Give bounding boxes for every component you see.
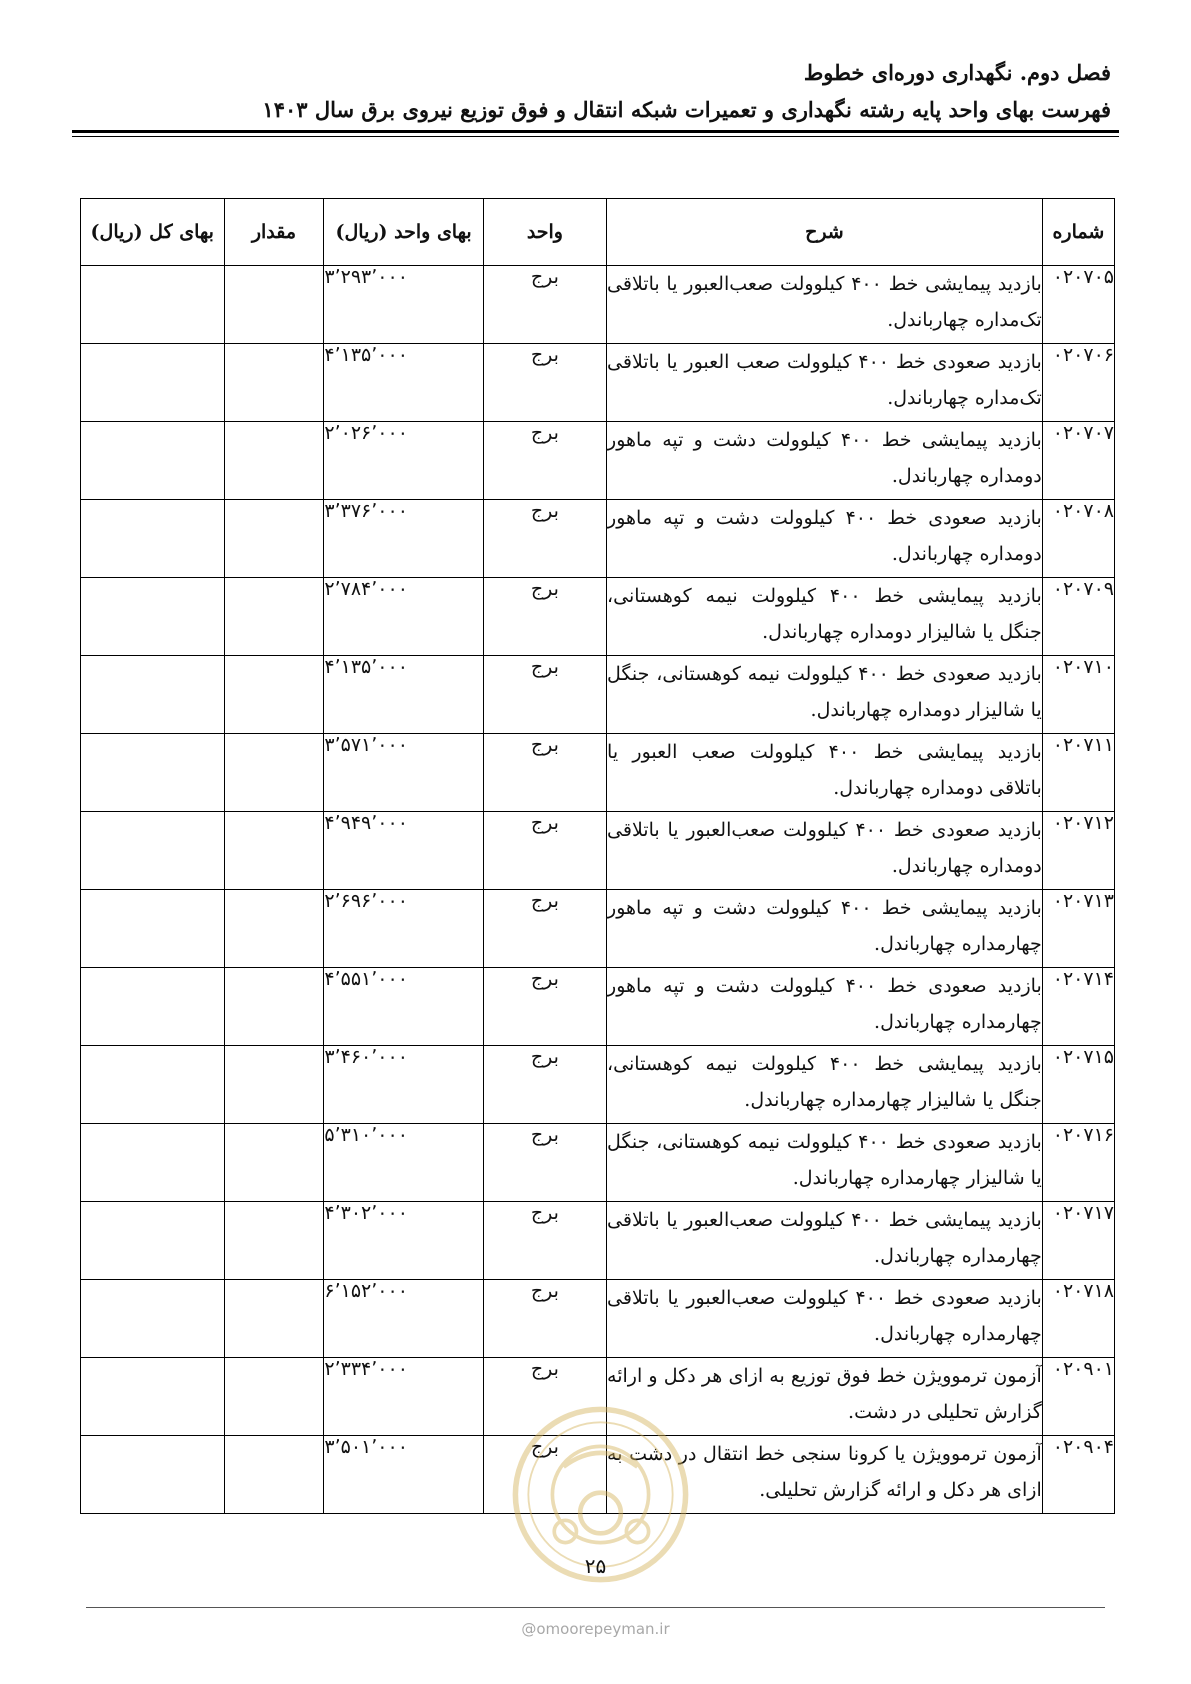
document-title: فهرست بهای واحد پایه رشته نگهداری و تعمیرات شبکه انتقال و فوق توزیع نیروی برق سال ۱۴۰۳ — [262, 97, 1111, 122]
row-description: بازدید صعودی خط ۴۰۰ کیلوولت صعب العبور یا باتلاقی تک‌مداره چهارباندل. — [607, 344, 1043, 422]
row-code: ۰۲۰۹۰۱ — [1042, 1358, 1114, 1436]
header-total-price: بهای کل (ریال) — [81, 199, 225, 266]
row-unit-price: ۴٬۱۳۵٬۰۰۰ — [324, 656, 483, 734]
table-row — [81, 1124, 1115, 1202]
row-quantity — [224, 812, 324, 890]
row-code: ۰۲۰۷۰۷ — [1042, 422, 1114, 500]
row-quantity — [224, 266, 324, 344]
table-row — [81, 968, 1115, 1046]
row-code: ۰۲۰۷۱۶ — [1042, 1124, 1114, 1202]
row-total-price — [81, 1202, 225, 1280]
website-watermark: @omoorepeyman.ir — [521, 1620, 670, 1638]
row-quantity — [224, 1124, 324, 1202]
row-total-price — [81, 578, 225, 656]
row-unit: برج — [483, 1358, 606, 1436]
row-description: بازدید صعودی خط ۴۰۰ کیلوولت صعب‌العبور یا باتلاقی چهارمداره چهارباندل. — [607, 1280, 1043, 1358]
table-row — [81, 500, 1115, 578]
row-total-price — [81, 344, 225, 422]
row-description: آزمون ترموویژن یا کرونا سنجی خط انتقال در دشت به ازای هر دکل و ارائه گزارش تحلیلی. — [607, 1436, 1043, 1514]
table-row — [81, 656, 1115, 734]
row-total-price — [81, 656, 225, 734]
row-code: ۰۲۰۷۱۰ — [1042, 656, 1114, 734]
table-row — [81, 1280, 1115, 1358]
header-description: شرح — [607, 199, 1043, 266]
row-description: بازدید پیمایشی خط ۴۰۰ کیلوولت صعب‌العبور یا باتلاقی تک‌مداره چهارباندل. — [607, 266, 1043, 344]
chapter-title: فصل دوم. نگهداری دوره‌ای خطوط — [803, 60, 1111, 85]
row-description: بازدید پیمایشی خط ۴۰۰ کیلوولت دشت و تپه ماهور چهارمداره چهارباندل. — [607, 890, 1043, 968]
row-description: بازدید پیمایشی خط ۴۰۰ کیلوولت نیمه کوهستانی، جنگل یا شالیزار چهارمداره چهارباندل. — [607, 1046, 1043, 1124]
row-unit-price: ۳٬۲۹۳٬۰۰۰ — [324, 266, 483, 344]
row-unit-price: ۴٬۵۵۱٬۰۰۰ — [324, 968, 483, 1046]
row-unit: برج — [483, 890, 606, 968]
header-unit-price: بهای واحد (ریال) — [324, 199, 483, 266]
row-quantity — [224, 890, 324, 968]
row-unit-price: ۳٬۵۷۱٬۰۰۰ — [324, 734, 483, 812]
row-unit: برج — [483, 656, 606, 734]
row-total-price — [81, 968, 225, 1046]
row-code: ۰۲۰۷۱۳ — [1042, 890, 1114, 968]
row-total-price — [81, 266, 225, 344]
table-row — [81, 344, 1115, 422]
row-description: بازدید پیمایشی خط ۴۰۰ کیلوولت صعب‌العبور یا باتلاقی چهارمداره چهارباندل. — [607, 1202, 1043, 1280]
row-code: ۰۲۰۷۱۴ — [1042, 968, 1114, 1046]
table-row — [81, 578, 1115, 656]
row-code: ۰۲۰۷۰۶ — [1042, 344, 1114, 422]
row-description: بازدید صعودی خط ۴۰۰ کیلوولت نیمه کوهستانی، جنگل یا شالیزار دومداره چهارباندل. — [607, 656, 1043, 734]
row-unit: برج — [483, 812, 606, 890]
row-quantity — [224, 656, 324, 734]
row-unit-price: ۴٬۹۴۹٬۰۰۰ — [324, 812, 483, 890]
row-code: ۰۲۰۷۰۵ — [1042, 266, 1114, 344]
row-unit-price: ۲٬۳۳۴٬۰۰۰ — [324, 1358, 483, 1436]
row-unit: برج — [483, 734, 606, 812]
row-total-price — [81, 734, 225, 812]
table-row — [81, 1202, 1115, 1280]
row-code: ۰۲۰۷۱۵ — [1042, 1046, 1114, 1124]
row-description: بازدید صعودی خط ۴۰۰ کیلوولت نیمه کوهستانی، جنگل یا شالیزار چهارمداره چهارباندل. — [607, 1124, 1043, 1202]
row-unit-price: ۲٬۰۲۶٬۰۰۰ — [324, 422, 483, 500]
row-unit: برج — [483, 968, 606, 1046]
header-unit: واحد — [483, 199, 606, 266]
row-unit: برج — [483, 1280, 606, 1358]
table-row — [81, 734, 1115, 812]
header-quantity: مقدار — [224, 199, 324, 266]
table-row — [81, 812, 1115, 890]
row-unit-price: ۴٬۱۳۵٬۰۰۰ — [324, 344, 483, 422]
row-code: ۰۲۰۷۰۸ — [1042, 500, 1114, 578]
row-total-price — [81, 812, 225, 890]
table-body — [81, 266, 1115, 1514]
row-total-price — [81, 500, 225, 578]
row-code: ۰۲۰۷۱۸ — [1042, 1280, 1114, 1358]
row-unit: برج — [483, 422, 606, 500]
header-rule-thick — [72, 130, 1119, 133]
row-description: بازدید صعودی خط ۴۰۰ کیلوولت دشت و تپه ماهور چهارمداره چهارباندل. — [607, 968, 1043, 1046]
row-total-price — [81, 1436, 225, 1514]
row-total-price — [81, 422, 225, 500]
table-row — [81, 1046, 1115, 1124]
row-description: بازدید پیمایشی خط ۴۰۰ کیلوولت صعب العبور یا باتلاقی دومداره چهارباندل. — [607, 734, 1043, 812]
table-row — [81, 266, 1115, 344]
row-total-price — [81, 890, 225, 968]
row-unit: برج — [483, 266, 606, 344]
row-unit: برج — [483, 1124, 606, 1202]
row-description: آزمون ترموویژن خط فوق توزیع به ازای هر دکل و ارائه گزارش تحلیلی در دشت. — [607, 1358, 1043, 1436]
row-unit: برج — [483, 1046, 606, 1124]
row-unit: برج — [483, 500, 606, 578]
header-code: شماره — [1042, 199, 1114, 266]
page-number: ۲۵ — [584, 1554, 607, 1578]
row-unit: برج — [483, 1436, 606, 1514]
row-unit-price: ۳٬۴۶۰٬۰۰۰ — [324, 1046, 483, 1124]
header-rule-thin — [72, 136, 1119, 137]
table-header-row — [81, 199, 1115, 266]
row-unit-price: ۵٬۳۱۰٬۰۰۰ — [324, 1124, 483, 1202]
row-quantity — [224, 1358, 324, 1436]
row-total-price — [81, 1046, 225, 1124]
table-row — [81, 422, 1115, 500]
price-list-table — [80, 198, 1115, 1514]
row-code: ۰۲۰۷۱۱ — [1042, 734, 1114, 812]
row-unit-price: ۲٬۷۸۴٬۰۰۰ — [324, 578, 483, 656]
row-quantity — [224, 968, 324, 1046]
row-description: بازدید پیمایشی خط ۴۰۰ کیلوولت نیمه کوهستانی، جنگل یا شالیزار دومداره چهارباندل. — [607, 578, 1043, 656]
row-code: ۰۲۰۷۱۷ — [1042, 1202, 1114, 1280]
row-unit-price: ۳٬۵۰۱٬۰۰۰ — [324, 1436, 483, 1514]
row-quantity — [224, 734, 324, 812]
row-unit: برج — [483, 1202, 606, 1280]
row-quantity — [224, 1280, 324, 1358]
row-code: ۰۲۰۷۰۹ — [1042, 578, 1114, 656]
row-total-price — [81, 1358, 225, 1436]
row-unit-price: ۳٬۳۷۶٬۰۰۰ — [324, 500, 483, 578]
row-unit: برج — [483, 344, 606, 422]
row-quantity — [224, 422, 324, 500]
row-unit-price: ۴٬۳۰۲٬۰۰۰ — [324, 1202, 483, 1280]
row-unit: برج — [483, 578, 606, 656]
row-quantity — [224, 1436, 324, 1514]
row-quantity — [224, 578, 324, 656]
table-row — [81, 890, 1115, 968]
row-description: بازدید صعودی خط ۴۰۰ کیلوولت صعب‌العبور یا باتلاقی دومداره چهارباندل. — [607, 812, 1043, 890]
row-quantity — [224, 344, 324, 422]
row-total-price — [81, 1124, 225, 1202]
row-description: بازدید پیمایشی خط ۴۰۰ کیلوولت دشت و تپه ماهور دومداره چهارباندل. — [607, 422, 1043, 500]
row-code: ۰۲۰۹۰۴ — [1042, 1436, 1114, 1514]
row-quantity — [224, 1202, 324, 1280]
row-code: ۰۲۰۷۱۲ — [1042, 812, 1114, 890]
footer-rule — [86, 1607, 1105, 1608]
row-unit-price: ۲٬۶۹۶٬۰۰۰ — [324, 890, 483, 968]
row-description: بازدید صعودی خط ۴۰۰ کیلوولت دشت و تپه ماهور دومداره چهارباندل. — [607, 500, 1043, 578]
row-quantity — [224, 1046, 324, 1124]
row-unit-price: ۶٬۱۵۲٬۰۰۰ — [324, 1280, 483, 1358]
row-total-price — [81, 1280, 225, 1358]
row-quantity — [224, 500, 324, 578]
